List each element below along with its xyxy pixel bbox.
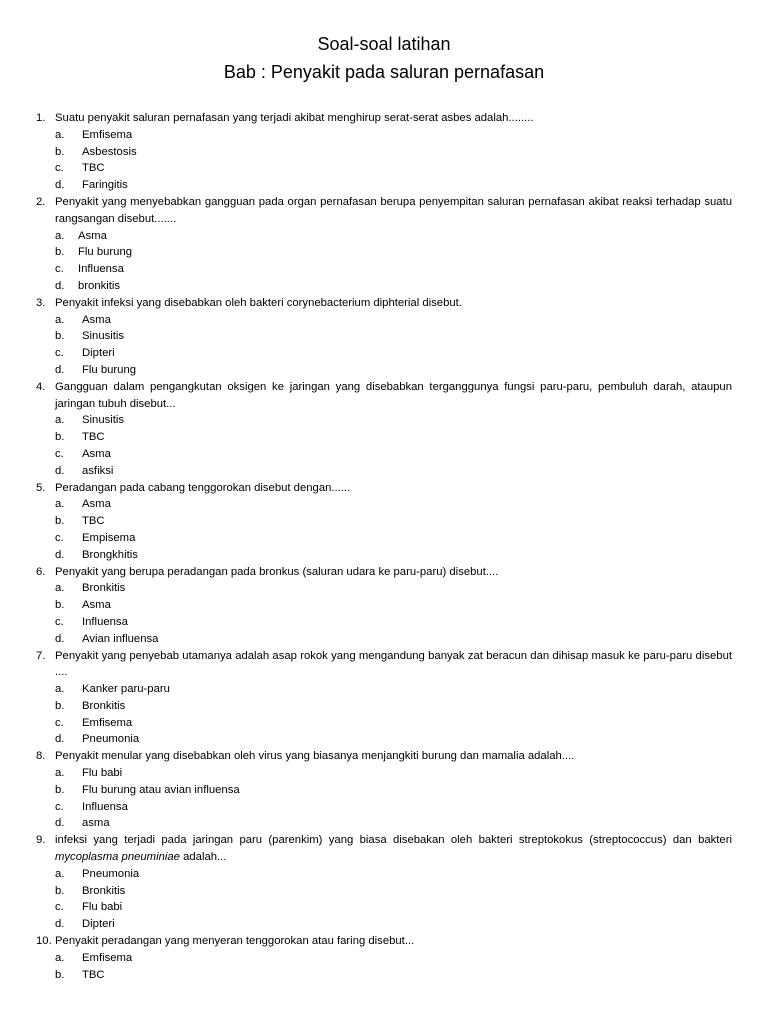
option-b [55,513,732,530]
question-text: Peradangan pada cabang tenggorokan disebut dengan...... [55,481,351,494]
question-text-part: adalah... [179,851,227,864]
option-b [55,244,732,261]
option-text: Flu burung [82,363,137,376]
option-text: TBC [82,162,105,175]
option-letter: c. [55,615,64,628]
option-c [55,899,732,916]
option-list [55,228,732,295]
option-b [55,782,732,799]
option-letter: b. [55,330,65,343]
option-a [55,496,732,513]
question-number: 8. [36,750,46,763]
option-letter: c. [55,447,64,460]
question-3 [36,295,732,379]
option-list [55,681,732,748]
option-d [55,463,732,480]
question-10 [36,933,732,983]
option-text: Asma [82,498,111,511]
option-letter: a. [55,229,65,242]
option-letter: b. [55,699,65,712]
option-text: Emfisema [82,128,133,141]
option-a [55,580,732,597]
option-a [55,950,732,967]
option-d [55,731,732,748]
option-text: Flu babi [82,767,123,780]
option-text: asma [82,817,110,830]
option-text: bronkitis [78,279,121,292]
option-d [55,815,732,832]
option-letter: d. [55,548,65,561]
option-list [55,765,732,832]
option-b [55,967,732,984]
option-c [55,446,732,463]
option-text: Pneumonia [82,733,140,746]
chapter-subtitle: Bab : Penyakit pada saluran pernafasan [223,62,545,82]
option-letter: d. [55,817,65,830]
option-c [55,160,732,177]
question-text: Penyakit menular yang disebabkan oleh virus yang biasanya menjangkiti burung dan mamalia adalah.... [55,750,575,763]
option-letter: a. [55,313,65,326]
option-c [55,261,732,278]
question-text: Penyakit infeksi yang disebabkan oleh bakteri corynebacterium diphterial disebut. [55,296,462,309]
option-text: TBC [82,968,105,981]
option-list [55,950,732,984]
option-text: Pneumonia [82,867,140,880]
option-a [55,228,732,245]
option-letter: a. [55,128,65,141]
question-text: Penyakit yang menyebabkan gangguan pada organ pernafasan berupa penyempitan saluran pernafasan akibat reaksi terhadap suatu rangsangan disebut....... [55,195,732,225]
question-number: 6. [36,565,46,578]
option-a [55,127,732,144]
option-text: TBC [82,431,105,444]
option-d [55,177,732,194]
option-text: Dipteri [82,918,115,931]
option-b [55,144,732,161]
option-letter: c. [55,901,64,914]
option-letter: b. [55,431,65,444]
option-letter: a. [55,683,65,696]
option-text: Avian influensa [82,632,159,645]
option-a [55,866,732,883]
option-letter: b. [55,968,65,981]
question-number: 1. [36,112,46,124]
option-text: Faringitis [82,179,128,192]
option-letter: a. [55,582,65,595]
option-a [55,412,732,429]
option-text: Flu babi [82,901,123,914]
question-number: 2. [36,195,46,208]
option-letter: c. [55,162,64,175]
question-number: 5. [36,481,46,494]
option-letter: b. [55,145,65,158]
option-b [55,328,732,345]
option-text: Asma [82,447,111,460]
option-letter: d. [55,279,65,292]
question-text: Penyakit peradangan yang menyeran tenggorokan atau faring disebut... [55,935,415,948]
option-a [55,765,732,782]
option-letter: d. [55,363,65,376]
option-text: Influensa [78,263,124,276]
question-number: 9. [36,834,46,847]
question-text: Gangguan dalam pengangkutan oksigen ke jaringan yang disebabkan terganggunya fungsi paru-paru, pembuluh darah, ataupun jaringan tubuh disebut... [55,380,732,410]
question-list [36,110,732,983]
option-d [55,547,732,564]
option-b [55,698,732,715]
option-c [55,345,732,362]
question-text [55,832,732,866]
question-8 [36,748,732,832]
option-letter: a. [55,498,65,511]
option-text: Emfisema [82,951,133,964]
option-text: Bronkitis [82,582,126,595]
option-letter: b. [55,884,65,897]
question-5 [36,480,732,564]
option-letter: c. [55,347,64,360]
question-1 [36,110,732,194]
option-list [55,866,732,933]
option-letter: b. [55,515,65,528]
option-text: Empisema [82,531,136,544]
question-text: Suatu penyakit saluran pernafasan yang terjadi akibat menghirup serat-serat asbes adalah........ [55,112,534,124]
option-b [55,597,732,614]
option-c [55,715,732,732]
option-text: Asma [82,599,111,612]
option-text: Brongkhitis [82,548,138,561]
question-2 [36,194,732,295]
option-text: Asma [78,229,107,242]
option-text: Influensa [82,800,128,813]
option-c [55,530,732,547]
option-letter: a. [55,951,65,964]
option-letter: c. [55,263,64,276]
question-text: Penyakit yang berupa peradangan pada bronkus (saluran udara ke paru-paru) disebut.... [55,565,499,578]
option-list [55,312,732,379]
question-text-italic: mycoplasma pneuminiae [55,851,180,864]
option-text: Asma [82,313,111,326]
option-text: Sinusitis [82,414,125,427]
option-text: Emfisema [82,716,133,729]
option-text: TBC [82,515,105,528]
option-a [55,681,732,698]
option-d [55,916,732,933]
option-letter: b. [55,783,65,796]
option-text: Sinusitis [82,330,125,343]
option-c [55,799,732,816]
option-text: Flu burung [78,246,133,259]
option-d [55,362,732,379]
question-text: Penyakit yang penyebab utamanya adalah asap rokok yang mengandung banyak zat beracun dan dihisap masuk ke paru-paru disebut .... [55,649,732,679]
option-letter: a. [55,867,65,880]
option-text: Flu burung atau avian influensa [82,783,240,796]
question-number: 4. [36,380,46,393]
option-text: Influensa [82,615,128,628]
option-text: asfiksi [82,464,114,477]
question-7 [36,648,732,749]
question-text-part: infeksi yang terjadi pada jaringan paru (parenkim) yang biasa disebakan oleh bakteri streptokokus (streptococcus) dan bakteri [55,834,732,847]
question-9 [36,832,732,933]
option-a [55,312,732,329]
option-d [55,631,732,648]
option-d [55,278,732,295]
option-text: Kanker paru-paru [82,683,170,696]
option-list [55,412,732,479]
option-letter: a. [55,414,65,427]
option-letter: a. [55,767,65,780]
option-letter: d. [55,464,65,477]
question-number: 3. [36,296,46,309]
option-b [55,429,732,446]
option-list [55,496,732,563]
option-list [55,127,732,194]
option-c [55,614,732,631]
option-letter: c. [55,531,64,544]
question-6 [36,564,732,648]
option-letter: b. [55,246,65,259]
question-number: 7. [36,649,46,662]
option-text: Bronkitis [82,884,126,897]
option-letter: b. [55,599,65,612]
page-title: Soal-soal latihan [317,34,451,54]
option-letter: c. [55,716,64,729]
option-list [55,580,732,647]
option-letter: d. [55,918,65,931]
option-text: Bronkitis [82,699,126,712]
question-number: 10. [36,935,52,948]
option-b [55,883,732,900]
option-text: Dipteri [82,347,115,360]
option-letter: d. [55,733,65,746]
option-letter: c. [55,800,64,813]
option-letter: d. [55,632,65,645]
question-4 [36,379,732,480]
option-letter: d. [55,179,65,192]
option-text: Asbestosis [82,145,137,158]
